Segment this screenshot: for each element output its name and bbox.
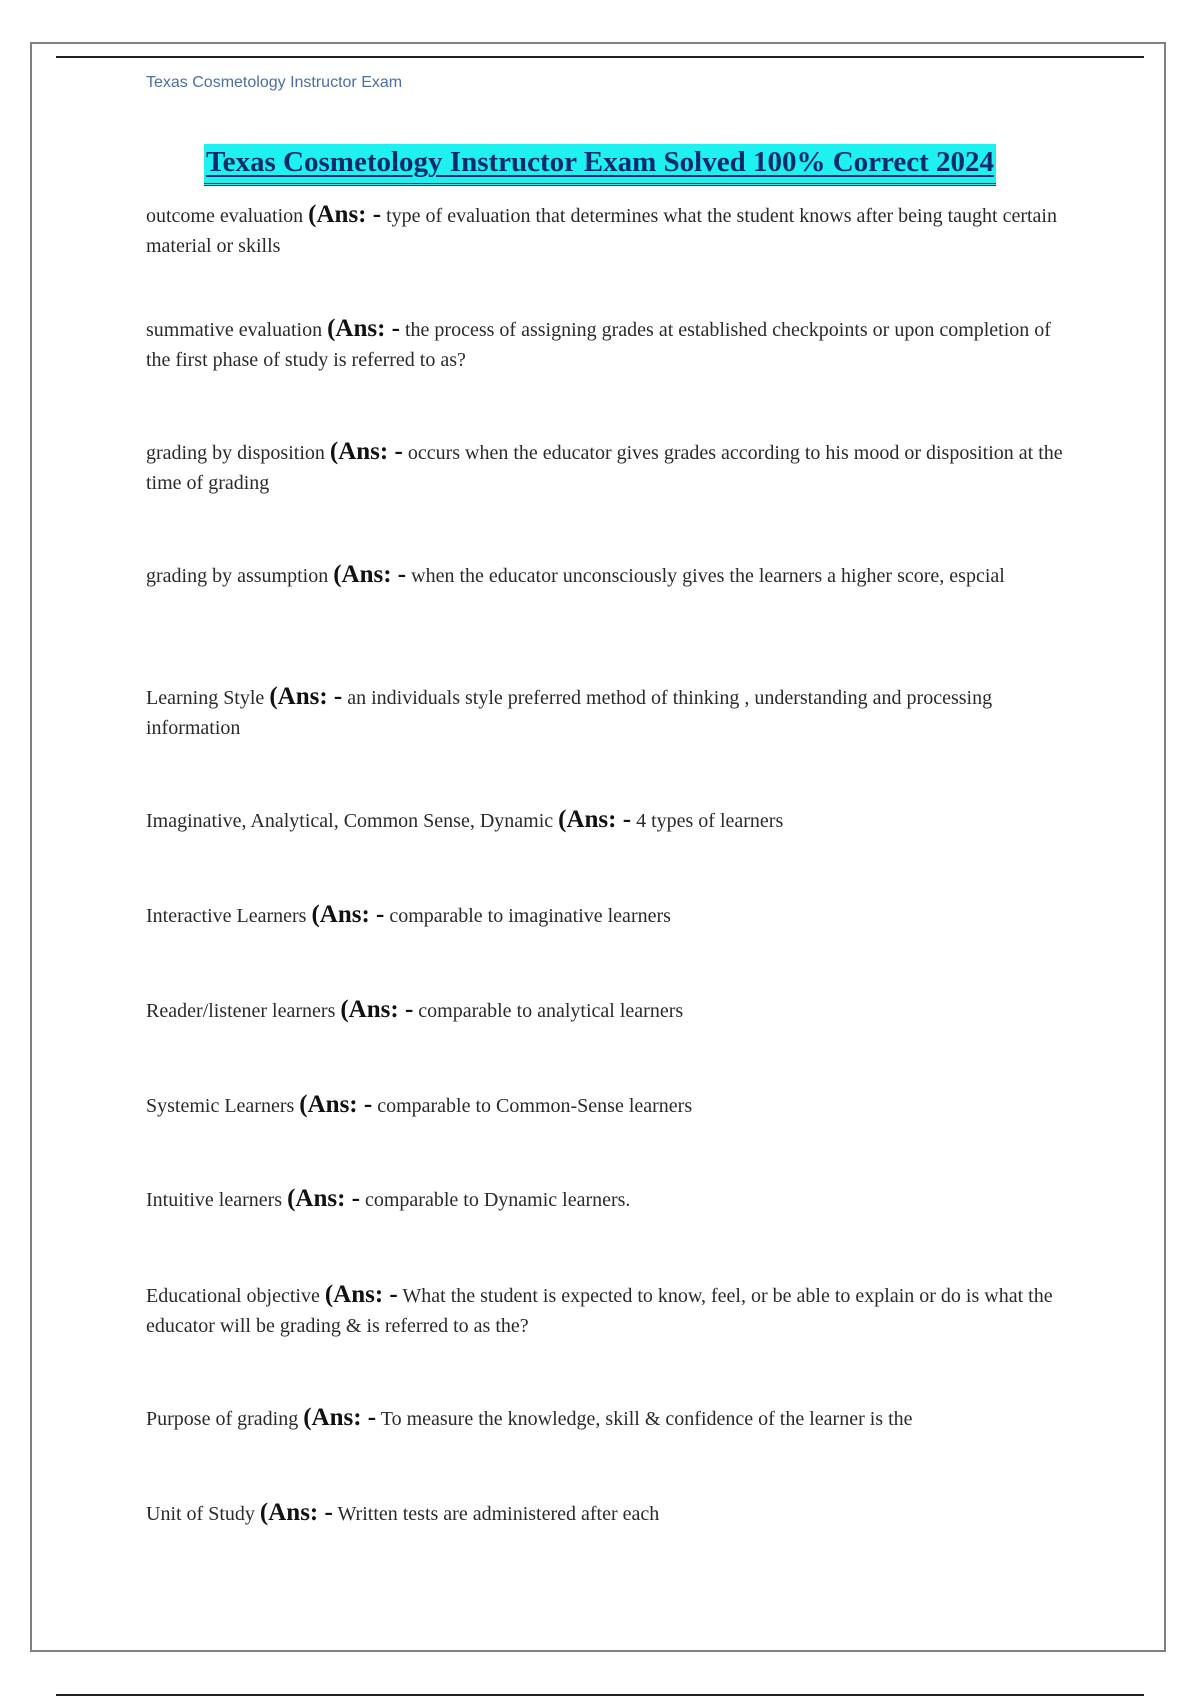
ans-marker: (Ans: - xyxy=(329,438,403,465)
qa-entry xyxy=(146,900,1066,995)
qa-entry xyxy=(146,682,1066,805)
entry-definition: Written tests are administered after each xyxy=(337,1503,660,1525)
ans-marker: (Ans: - xyxy=(340,996,414,1023)
entry-definition: the process of assigning grades at established checkpoints or upon completion of the first phase of study is referred to as? xyxy=(146,319,1051,371)
ans-marker: (Ans: - xyxy=(311,901,385,928)
entry-definition: type of evaluation that determines what the student knows after being taught certain material or skills xyxy=(146,205,1057,257)
entry-term: Systemic Learners xyxy=(146,1095,295,1117)
ans-marker: (Ans: - xyxy=(333,561,407,588)
document-title: Texas Cosmetology Instructor Exam Solved 100% Correct 2024 xyxy=(204,144,996,186)
entry-term: summative evaluation xyxy=(146,319,323,341)
entry-term: Purpose of grading xyxy=(146,1408,299,1430)
qa-entry xyxy=(146,995,1066,1090)
qa-entry xyxy=(146,805,1066,900)
entry-definition: What the student is expected to know, feel, or be able to explain or do is what the educator will be grading & is referred to as the? xyxy=(146,1285,1053,1337)
entry-term: Intuitive learners xyxy=(146,1189,283,1211)
ans-marker: (Ans: - xyxy=(327,315,400,342)
entry-definition: comparable to analytical learners xyxy=(418,1000,684,1022)
entry-definition: an individuals style preferred method of thinking , understanding and processing information xyxy=(146,687,993,739)
bottom-rule xyxy=(56,1694,1144,1696)
entry-definition: comparable to imaginative learners xyxy=(389,905,671,927)
ans-marker: (Ans: - xyxy=(303,1404,377,1431)
ans-marker: (Ans: - xyxy=(259,1499,333,1526)
entry-definition: To measure the knowledge, skill & confidence of the learner is the xyxy=(380,1408,913,1430)
running-header: Texas Cosmetology Instructor Exam xyxy=(146,74,403,91)
qa-entry xyxy=(146,1498,1066,1558)
qa-entry xyxy=(146,314,1066,437)
qa-entry xyxy=(146,200,1066,314)
ans-marker: (Ans: - xyxy=(299,1091,373,1118)
entry-term: Interactive Learners xyxy=(146,905,307,927)
entry-term: Unit of Study xyxy=(146,1503,255,1525)
qa-entry xyxy=(146,560,1066,682)
qa-list xyxy=(146,200,1066,1558)
entry-term: Reader/listener learners xyxy=(146,1000,336,1022)
ans-marker: (Ans: - xyxy=(308,201,382,228)
ans-marker: (Ans: - xyxy=(287,1185,360,1212)
qa-entry xyxy=(146,437,1066,560)
qa-entry xyxy=(146,1090,1066,1184)
ans-marker: (Ans: - xyxy=(324,1281,398,1308)
entry-definition: occurs when the educator gives grades according to his mood or disposition at the time of grading xyxy=(146,442,1063,494)
entry-term: grading by assumption xyxy=(146,565,329,587)
top-rule xyxy=(56,56,1144,58)
qa-entry xyxy=(146,1280,1066,1403)
entry-definition: comparable to Dynamic learners. xyxy=(364,1189,631,1211)
entry-term: Learning Style xyxy=(146,687,265,709)
entry-term: Imaginative, Analytical, Common Sense, Dynamic xyxy=(146,810,554,832)
title-wrap xyxy=(0,144,1200,186)
entry-definition: when the educator unconsciously gives the learners a higher score, espcial xyxy=(411,565,1005,587)
entry-definition: comparable to Common-Sense learners xyxy=(377,1095,693,1117)
qa-entry xyxy=(146,1403,1066,1498)
ans-marker: (Ans: - xyxy=(269,683,343,710)
qa-entry xyxy=(146,1184,1066,1280)
ans-marker: (Ans: - xyxy=(558,806,632,833)
entry-definition: 4 types of learners xyxy=(636,810,784,832)
entry-term: grading by disposition xyxy=(146,442,325,464)
entry-term: Educational objective xyxy=(146,1285,320,1307)
entry-term: outcome evaluation xyxy=(146,205,304,227)
